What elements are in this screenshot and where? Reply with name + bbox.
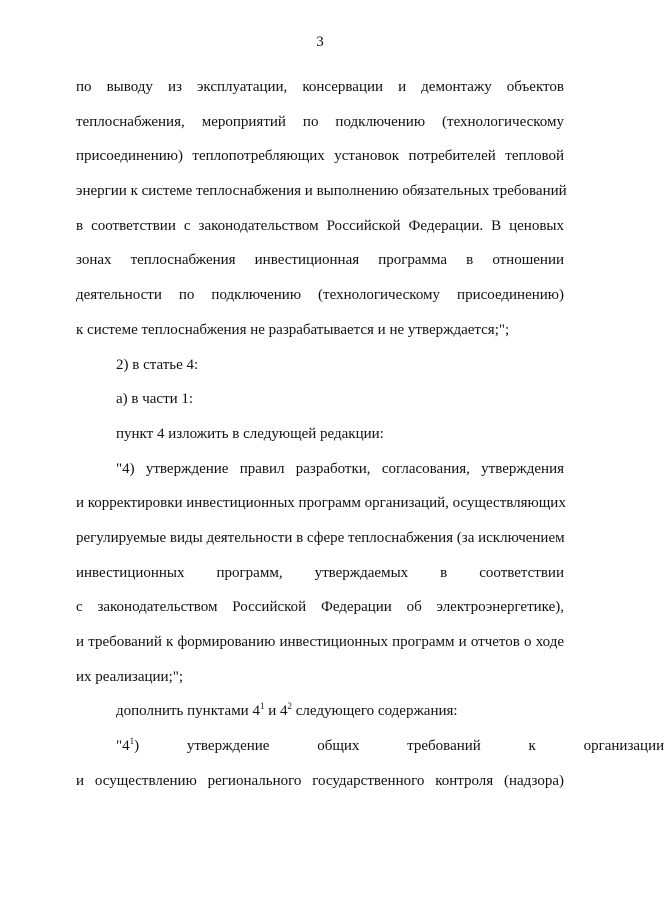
text-line: с законодательством Российской Федерации об электроэнергетике), [76, 599, 564, 616]
superscript: 1 [259, 701, 265, 712]
superscript: 1 [129, 736, 135, 747]
text-line: деятельности по подключению (технологическому присоединению) [76, 287, 564, 304]
text-line: и корректировки инвестиционных программ организаций, осуществляющих [76, 495, 566, 512]
page-number: 3 [316, 34, 324, 50]
document-body [76, 70, 664, 798]
text-line: и осуществлению регионального государственного контроля (надзора) [76, 772, 564, 789]
text-line: и требований к формированию инвестиционных программ и отчетов о ходе [76, 634, 564, 650]
supplement-text-after: следующего содержания: [292, 703, 458, 720]
text-line: теплоснабжения, мероприятий по подключению (технологическому [76, 113, 564, 130]
supplement-text-middle: и 4 [264, 703, 288, 720]
item-text-before: "4 [116, 738, 130, 755]
text-line: к системе теплоснабжения не разрабатывается и не утверждается;"; [76, 321, 510, 338]
text-line: зонах теплоснабжения инвестиционная программа в отношении [76, 252, 564, 269]
superscript: 2 [287, 701, 292, 712]
item-text-after: ) утверждение общих требований к организации [134, 738, 664, 755]
text-line: пункт 4 изложить в следующей редакции: [116, 425, 384, 442]
text-line: по выводу из эксплуатации, консервации и демонтажу объектов [76, 79, 564, 95]
list-item-article: 2) в статье 4: [116, 356, 199, 373]
text-line: инвестиционных программ, утверждаемых в соответствии [76, 564, 564, 581]
list-item-part: а) в части 1: [116, 391, 194, 408]
text-line: присоединению) теплопотребляющих установок потребителей тепловой [76, 148, 564, 165]
text-line: энергии к системе теплоснабжения и выполнению обязательных требований [76, 183, 567, 200]
supplement-text-before: дополнить пунктами 4 [116, 703, 260, 720]
text-line: их реализации;"; [76, 668, 184, 685]
supplement-line [76, 694, 564, 729]
text-line: регулируемые виды деятельности в сфере теплоснабжения (за исключением [76, 529, 565, 546]
item-line [76, 729, 664, 764]
text-line: "4) утверждение правил разработки, согласования, утверждения [116, 460, 564, 477]
text-line: в соответствии с законодательством Российской Федерации. В ценовых [76, 217, 564, 234]
